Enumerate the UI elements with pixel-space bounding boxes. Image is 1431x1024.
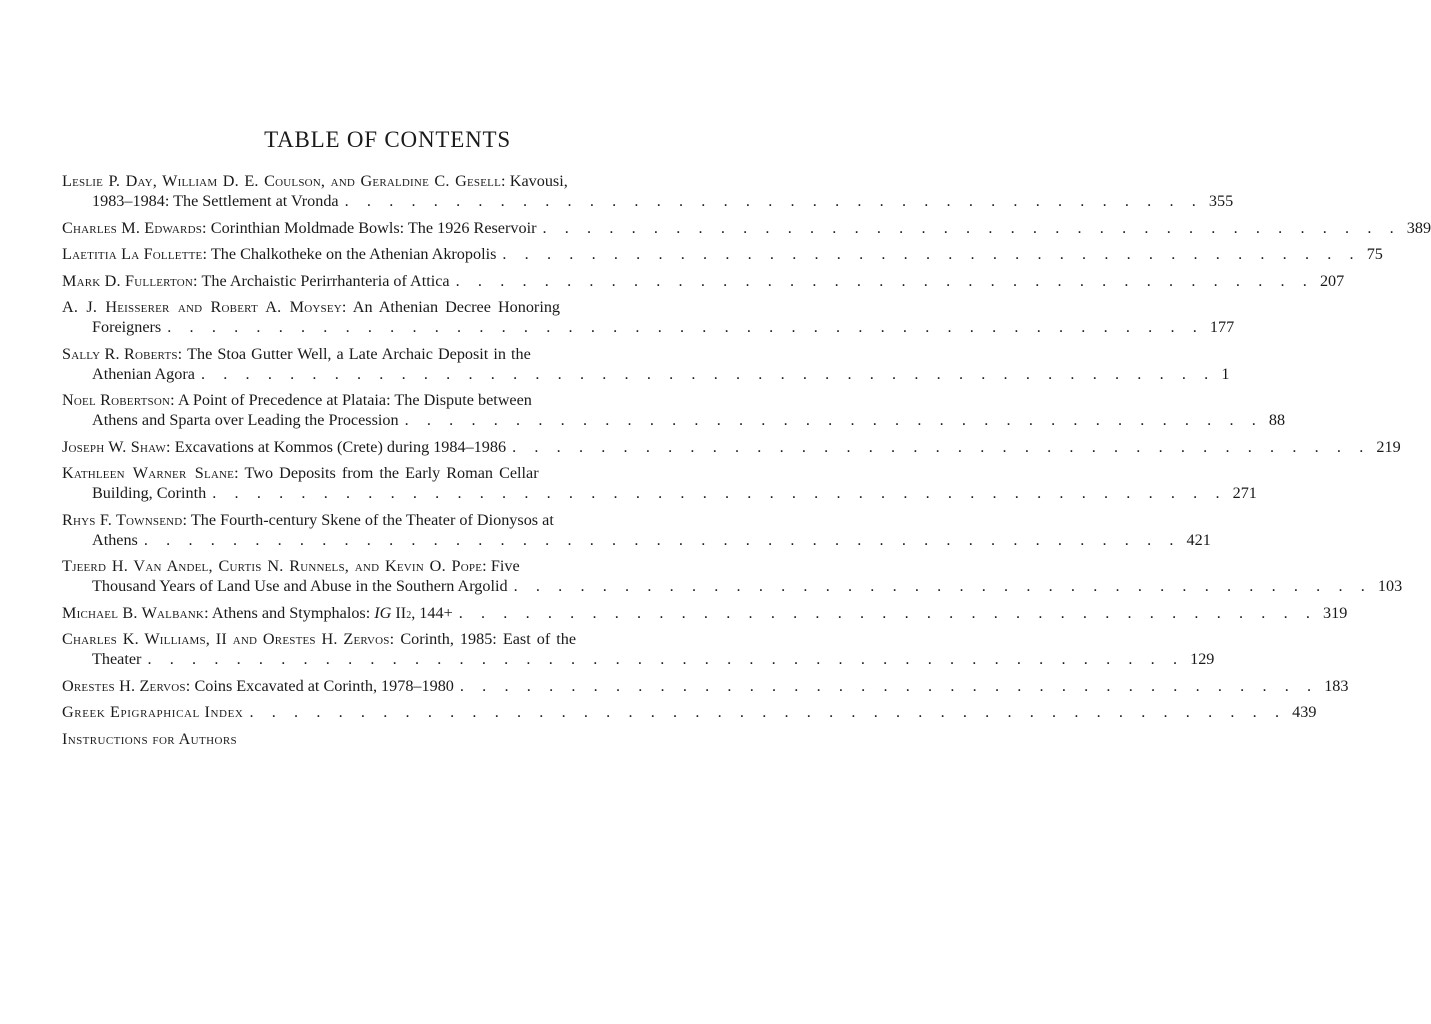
toc-entry [62,729,710,749]
entry-title: An Athenian Decree Honoring [346,298,561,316]
entry-author: Leslie P. Day, William D. E. Coulson, and Geraldine C. Gesell: [62,172,506,190]
entry-page-number: 1 [1221,364,1230,383]
entry-page-number: 129 [1190,650,1215,668]
dot-leader: . . . . . . . . . . . . . . . . . . . . . . . . . . . . . . . . . . . . . . . . . . . . . . . [167,318,1204,336]
entry-title: Corinth, 1985: East of the [394,630,577,648]
entry-author: Laetitia La Follette: [62,245,208,263]
entry-page-number: 355 [1208,192,1234,210]
dot-leader: . . . . . . . . . . . . . . . . . . . . . . . . . . . . . . . . . . . . . . . [455,271,1314,290]
entry-title: Excavations at Kommos (Crete) during 1984–1986 [170,437,507,456]
entry-title-continued: Athens [92,530,138,549]
entry-author: Rhys F. Townsend: [62,510,188,529]
toc-entry [62,218,1431,238]
entry-author: Sally R. Roberts: [62,344,183,363]
entry-title: The Stoa Gutter Well, a Late Archaic Deposit in the [182,344,531,363]
entry-page-number: 88 [1268,411,1286,429]
dot-leader: . . . . . . . . . . . . . . . . . . . . . . . . . . . . . . . . . . . . . . . . . . . . . . [212,484,1227,502]
entry-title: The Chalkotheke on the Athenian Akropolis [207,245,497,263]
dot-leader: . . . . . . . . . . . . . . . . . . . . . . . . . . . . . . . . . . . . . . . . . . . . . . . [143,530,1181,549]
dot-leader: . . . . . . . . . . . . . . . . . . . . . . . . . . . . . . . . . . . . . . . [458,603,1318,622]
entry-author: Mark D. Fullerton: [62,271,198,290]
entry-author: Michael B. Walbank: [62,603,209,622]
entry-title: Corinthian Moldmade Bowls: The 1926 Reservoir [206,218,537,237]
toc-entry [62,244,1383,264]
entry-title: The Fourth-century Skene of the Theater of Dionysos at [187,510,554,529]
entry-page-number: 103 [1377,577,1403,595]
entry-page-number: 219 [1376,437,1401,456]
entry-title-italic: IG [374,603,392,622]
entry-title-rest: , 144+ [411,603,453,622]
dot-leader: . . . . . . . . . . . . . . . . . . . . . . . . . . . . . . . . . . . . . . . . . . . . . . . [249,703,1287,721]
entry-title: Coins Excavated at Corinth, 1978–1980 [190,676,454,695]
dot-leader: . . . . . . . . . . . . . . . . . . . . . . . . . . . . . . . . . . . . . . . . . . . . . . . [147,650,1185,668]
entry-author: Kathleen Warner Slane: [62,464,239,482]
dot-leader: . . . . . . . . . . . . . . . . . . . . . . . . . . . . . . . . . . . . . . . [542,218,1401,237]
dot-leader: . . . . . . . . . . . . . . . . . . . . . . . . . . . . . . . . . . . . . . . [344,192,1203,210]
toc-entry [62,171,1234,211]
dot-leader: . . . . . . . . . . . . . . . . . . . . . . . . . . . . . . . . . . . . . . . [459,676,1319,695]
toc-entry [62,702,1317,722]
toc-entry [62,390,1286,430]
toc-entry [62,556,1403,596]
dot-leader: . . . . . . . . . . . . . . . . . . . . . . . . . . . . . . . . . . . . . . . [502,245,1361,263]
entry-title-continued: Athenian Agora [92,364,195,383]
entry-author: Instructions for Authors [62,729,238,748]
dot-leader: . . . . . . . . . . . . . . . . . . . . . . . . . . . . . . . . . . . . . . . [404,411,1263,429]
entry-author: Orestes H. Zervos: [62,676,191,695]
entry-title-continued: Thousand Years of Land Use and Abuse in the Southern Argolid [92,577,508,595]
entry-author: Joseph W. Shaw: [62,437,171,456]
entry-title: The Archaistic Perirrhanteria of Attica [197,271,450,290]
entry-author: Greek Epigraphical Index [62,703,244,721]
entry-page-number: 421 [1186,530,1211,549]
dot-leader: . . . . . . . . . . . . . . . . . . . . . . . . . . . . . . . . . . . . . . . [512,437,1371,456]
entry-title: Kavousi, [505,172,568,190]
toc-entry [62,463,1257,503]
entry-author: A. J. Heisserer and Robert A. Moysey: [62,298,347,316]
entry-title-continued: Foreigners [92,318,162,336]
entry-page-number: 271 [1232,484,1257,502]
entry-title-continued: 1983–1984: The Settlement at Vronda [92,192,339,210]
entry-page-number: 75 [1366,245,1383,263]
entry-page-number: 389 [1406,218,1431,237]
dot-leader: . . . . . . . . . . . . . . . . . . . . . . . . . . . . . . . . . . . . . . . [513,577,1372,595]
entry-page-number: 177 [1209,318,1235,336]
toc-entry [62,510,1211,550]
toc-entry [62,297,1235,337]
entry-author: Tjeerd H. Van Andel, Curtis N. Runnels, and Kevin O. Pope: [62,557,487,575]
toc-entry [62,271,1345,291]
entry-page-number: 439 [1292,703,1317,721]
entry-title: Two Deposits from the Early Roman Cellar [238,464,539,482]
entry-title-continued: Theater [92,650,142,668]
entry-author: Noel Robertson: [62,391,175,409]
entry-title-roman: II [391,603,407,622]
toc-entry [62,344,1230,384]
entry-title: Five [486,557,520,575]
entry-title-continued: Athens and Sparta over Leading the Procession [92,411,399,429]
entry-author: Charles M. Edwards: [62,218,207,237]
entry-title: Athens and Stymphalos: [208,603,375,622]
toc-list [62,171,1431,755]
entry-title-continued: Building, Corinth [92,484,207,502]
toc-entry: Michael B. Walbank: Athens and Stymphalos: IG II 2 , 144+ . . . . . . . . . . . . . . . . . . . . . . . . . . . . . . . . . . . . . . . 319 [62,603,1348,622]
entry-title: A Point of Precedence at Plataia: The Dispute between [174,391,532,409]
entry-page-number: 319 [1323,603,1348,622]
toc-entry [62,676,1349,696]
entry-author: Charles K. Williams, II and Orestes H. Zervos: [62,630,395,648]
entry-page-number: 183 [1324,676,1349,695]
page-title: TABLE OF CONTENTS [264,127,511,152]
toc-entry [62,437,1401,457]
entry-page-number: 207 [1319,271,1345,290]
toc-entry [62,629,1215,669]
dot-leader: . . . . . . . . . . . . . . . . . . . . . . . . . . . . . . . . . . . . . . . . . . . . . . [200,364,1216,383]
